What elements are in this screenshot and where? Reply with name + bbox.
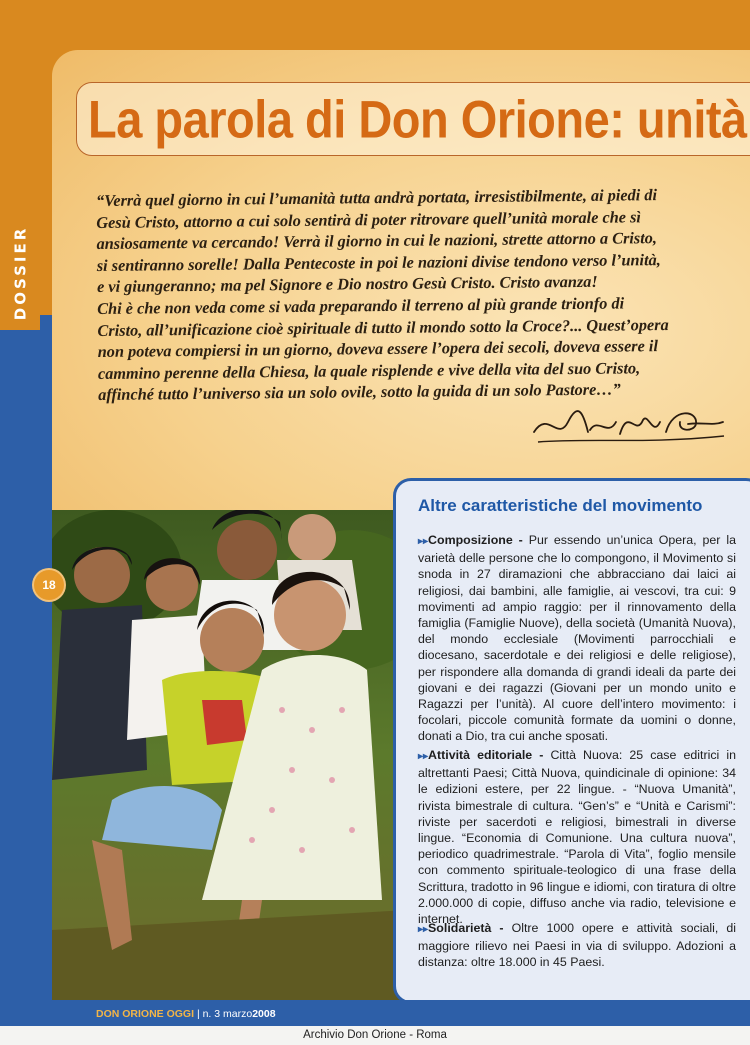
section-label: DOSSIER xyxy=(11,225,30,320)
quote-line: non poteva compiersi in un giorno, doveva essere l’opera dei secoli, doveva essere il xyxy=(97,336,659,362)
info-section-solidarieta xyxy=(418,920,736,971)
quote-line: si sentiranno sorelle! Dalla Pentecoste in poi le nazioni divise tendono verso l’unità, xyxy=(96,249,661,275)
archive-label: Archivio Don Orione - Roma xyxy=(0,1026,750,1045)
composizione-heading: ▸▸ Composizione - xyxy=(418,533,523,547)
attivita-heading: ▸▸ Attività editoriale - xyxy=(418,748,543,762)
page-title: La parola di Don Orione: unità xyxy=(88,89,747,149)
composizione-text: Pur essendo un’unica Opera, per la varietà delle persone che lo compongono, il Movimento si snoda in 27 diramazioni che abbracciano dai laici ai religiosi, dai bambini, alle famiglie, ai vescovi, tra cui: 9 movimenti ad ampio raggio: per il rinnovamento della famiglia (Famiglie Nuove), della società (Umanità Nuova), del mondo ecclesiale (Movimenti parrocchiali e diocesano, sacerdotale e dei religiosi e delle religiose), per rispondere alla domanda di grandi ideali da parte dei giovani e dei ragazzi (Giovani per un mondo unito e Ragazzi per l’unità). Al cuore dell’intero movimento: i focolari, piccole comunità formate da uomini o donne, donati a Dio, tra cui anche sposati. xyxy=(418,533,736,744)
side-band xyxy=(0,315,52,1045)
page-number: 18 xyxy=(34,570,64,600)
info-section-composizione xyxy=(418,532,736,745)
solidarieta-heading: ▸▸ Solidarietà - xyxy=(418,921,504,935)
quote-line: Gesù Cristo, attorno a cui solo sentirà di poter ritrovare quell’unità morale che sì xyxy=(96,206,641,232)
quote-line: cammino perenne della Chiesa, la quale risplende e vive della vita del suo Cristo, xyxy=(97,358,641,383)
signature xyxy=(528,392,728,452)
info-title: Altre caratteristiche del movimento xyxy=(418,496,703,515)
footer-separator: | xyxy=(196,1008,203,1020)
issue-year: 2008 xyxy=(252,1008,276,1020)
quote-line: e vi giungeranno; ma pel Signore e Dio nostro Gesù Cristo. Cristo avanza! xyxy=(96,272,598,297)
quote-line: Cristo, all’unificazione cioè spirituale di tutto il mondo sotto la Croce?... Quest’opera xyxy=(97,314,669,340)
footer xyxy=(96,1008,276,1020)
quote-line: affinché tutto l’universo sia un solo ovile, sotto la guida di un solo Pastore…” xyxy=(98,379,621,405)
quote-line: ansiosamente va cercando! Verrà il giorno in cui le nazioni, strette attorno a Cristo, xyxy=(96,228,658,254)
family-photo xyxy=(52,510,408,1000)
issue-label: n. 3 marzo xyxy=(202,1008,253,1020)
quote-line: “Verrà quel giorno in cui l’umanità tutta andrà portata, irresistibilmente, ai piedi di xyxy=(96,185,658,210)
quote-line: Chi è che non veda come si vada preparando il terreno al più grande trionfo di xyxy=(97,293,625,318)
quote-text xyxy=(96,183,728,406)
solidarieta-text: Oltre 1000 opere e attività sociali, di maggiore rilievo nei Paesi in via di sviluppo. Adozioni a distanza: oltre 18.000 in 45 Paesi. xyxy=(418,921,737,970)
magazine-name: DON ORIONE OGGI xyxy=(96,1008,195,1020)
section-tab xyxy=(0,215,40,330)
info-section-attivita xyxy=(418,747,736,927)
attivita-text: Città Nuova: 25 case editrici in altrettanti Paesi; Città Nuova, quindicinale di opinione: 34 le edizioni estere, per 22 lingue. - “Nuova Umanità”, rivista bimestrale di cultura. “Gen’s” e “Unità e Carismi”: riviste per sacerdoti e religiosi, bimestrali in diverse lingue. “Economia di Comunione. Una cultura nuova”, periodico quadrimestrale. “Parola di Vita”, foglio mensile con commento spirituale-teologico di una frase della Scrittura, tradotto in 96 lingue e idiomi, con tiratura di oltre 2.000.000 di copie, diffuso anche via radio, televisione e internet. xyxy=(418,748,736,927)
